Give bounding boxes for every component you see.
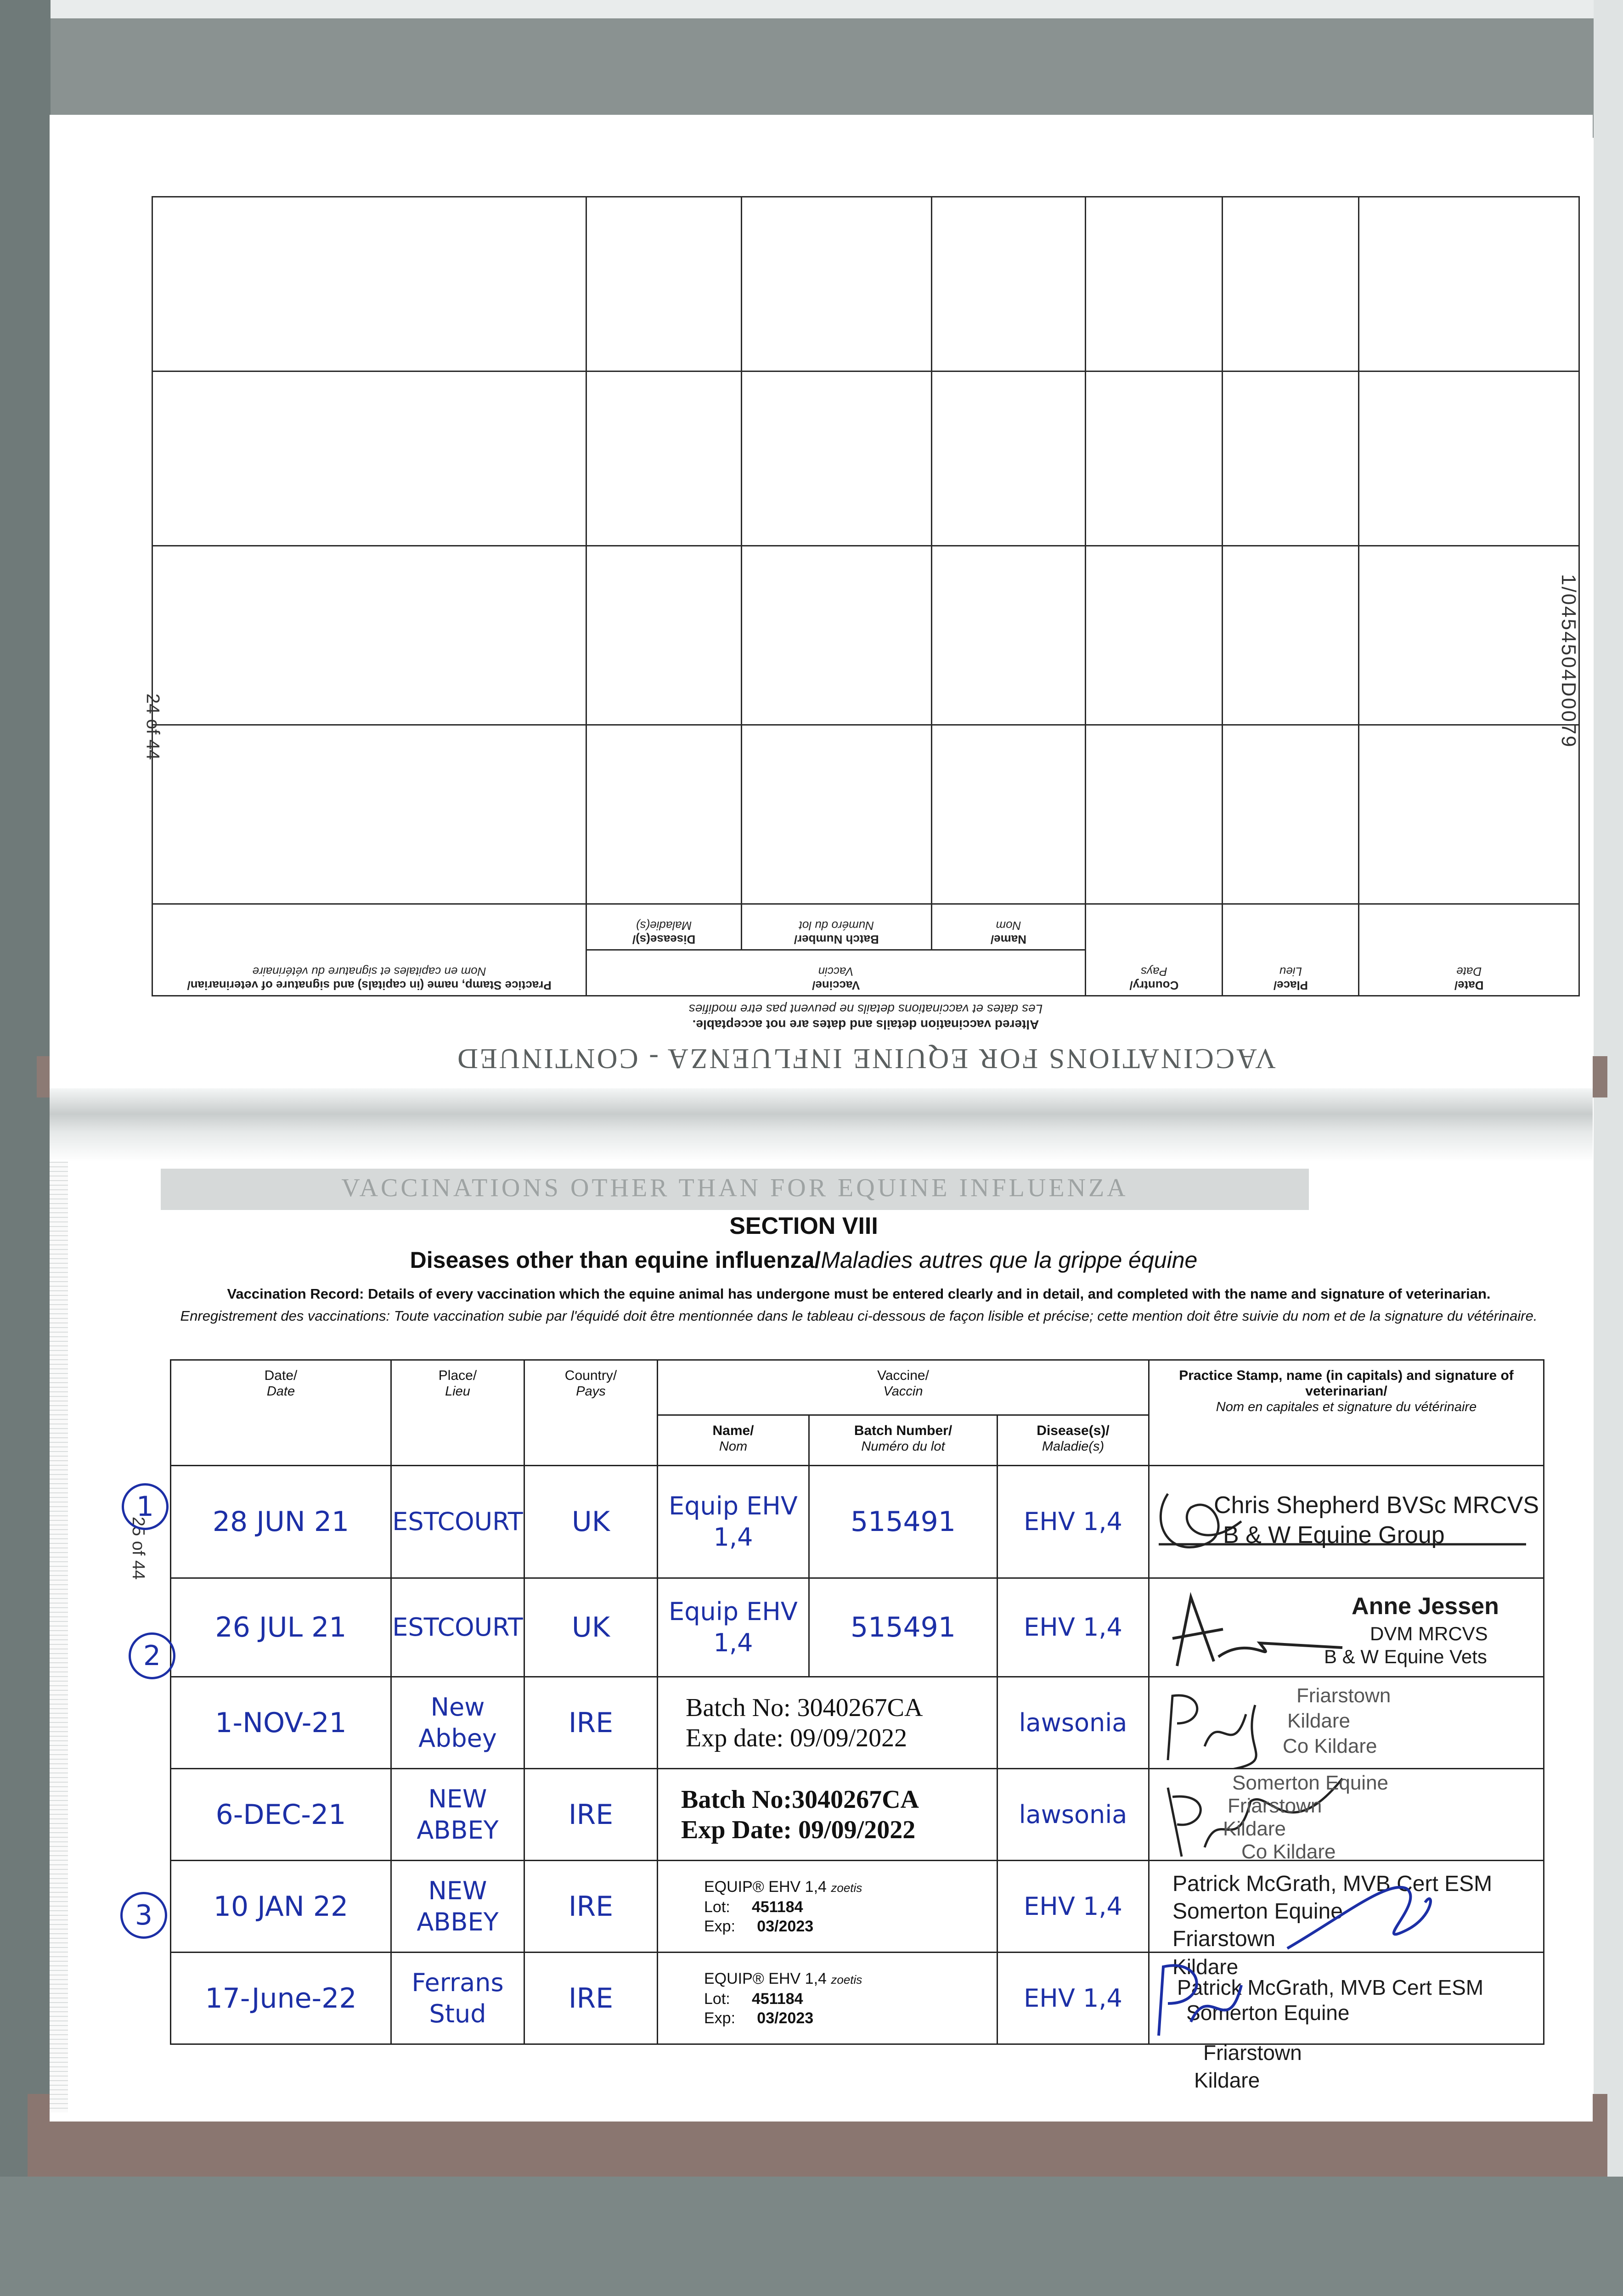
product-lot: Lot: 451184 bbox=[704, 1898, 803, 1916]
col-header-country: Country/ Pays bbox=[524, 1360, 658, 1466]
vaccination-record-table bbox=[170, 1359, 1544, 2045]
col-header-name: Name/ Nom bbox=[658, 1415, 809, 1466]
page-fold bbox=[50, 1088, 1593, 1162]
batch-label-line-2: Exp Date: 09/09/2022 bbox=[681, 1815, 916, 1844]
cell-practice-stamp bbox=[1149, 1953, 1544, 2044]
col-header-place: Place/ Lieu bbox=[391, 1360, 524, 1466]
upper-col-name: Name/ Nom bbox=[931, 904, 1086, 950]
cell-batch: 515491 bbox=[809, 1466, 997, 1578]
cell-disease: lawsonia bbox=[997, 1769, 1149, 1861]
cell-disease: EHV 1,4 bbox=[997, 1466, 1149, 1578]
product-exp: Exp: 03/2023 bbox=[704, 2009, 814, 2027]
cell-batch: 515491 bbox=[809, 1578, 997, 1677]
cell-practice-stamp bbox=[1149, 1769, 1544, 1861]
page-number-24: 24 of 44 bbox=[142, 693, 163, 760]
table-row bbox=[171, 1578, 1544, 1677]
vet-signature bbox=[1150, 1861, 1544, 1953]
upper-empty-row bbox=[152, 197, 1579, 371]
cell-country: IRE bbox=[524, 1953, 658, 2044]
stamp-line-1: Chris Shepherd BVSc MRCVS bbox=[1214, 1492, 1539, 1519]
cell-vaccine-name: Equip EHV 1,4 bbox=[658, 1466, 809, 1578]
stamp-overflow-line-1: Friarstown bbox=[1203, 2041, 1302, 2065]
stamp-line-3: Somerton Equine bbox=[1186, 2001, 1350, 2025]
stamp-overflow-line-2: Kildare bbox=[1194, 2068, 1260, 2092]
altered-note bbox=[152, 1001, 1580, 1032]
row-marker-2: 2 bbox=[129, 1632, 175, 1679]
cell-place: Ferrans Stud bbox=[391, 1953, 524, 2044]
stamp-line-2: Friarstown bbox=[1228, 1795, 1322, 1817]
stamp-line-3: B & W Equine Vets bbox=[1324, 1646, 1487, 1667]
stamp-line-2: DVM MRCVS bbox=[1370, 1623, 1488, 1644]
table-row bbox=[171, 1769, 1544, 1861]
batch-label-line-2: Exp date: 09/09/2022 bbox=[686, 1723, 907, 1752]
row-marker-1: 1 bbox=[122, 1483, 169, 1530]
upper-col-batch: Batch Number/ Numéro du lot bbox=[741, 904, 931, 950]
upper-col-disease: Disease(s)/ Maladie(s) bbox=[586, 904, 742, 950]
cell-practice-stamp bbox=[1149, 1578, 1544, 1677]
stamp-line-3: Kildare bbox=[1223, 1818, 1286, 1840]
table-row bbox=[171, 1677, 1544, 1769]
stamp-line-4: Co Kildare bbox=[1241, 1840, 1336, 1861]
altered-note-fr: Les dates et vaccinations details ne peuvent pas etre modifies bbox=[688, 1002, 1043, 1016]
product-name: EQUIP® EHV 1,4 zoetis bbox=[704, 1970, 862, 1987]
upper-col-vaccine: Vaccine/ Vaccin bbox=[586, 950, 1086, 996]
stamp-line-3: Co Kildare bbox=[1283, 1735, 1377, 1757]
vet-signature bbox=[1150, 1953, 1544, 2044]
binder-cover-left bbox=[0, 0, 51, 2296]
col-header-batch: Batch Number/ Numéro du lot bbox=[809, 1415, 997, 1466]
cell-place: NEW ABBEY bbox=[391, 1769, 524, 1861]
table-row bbox=[171, 1953, 1544, 2044]
stamp-line-1: Kildare bbox=[1172, 1955, 1239, 1979]
passport-serial-number: 1/0454504D0079 bbox=[1557, 574, 1580, 748]
col-header-disease: Disease(s)/ Maladie(s) bbox=[997, 1415, 1149, 1466]
cell-practice-stamp bbox=[1149, 1861, 1544, 1953]
stamp-line-2: B & W Equine Group bbox=[1223, 1522, 1445, 1548]
upper-empty-row bbox=[152, 725, 1579, 904]
altered-note-en: Altered vaccination details and dates are not acceptable. bbox=[692, 1018, 1039, 1032]
cell-date: 6-DEC-21 bbox=[171, 1769, 391, 1861]
upper-page-header: VACCINATIONS FOR EQUINE INFLUENZA - CONTINUED bbox=[456, 1043, 1276, 1074]
cell-place: ESTCOURT bbox=[391, 1466, 524, 1578]
upper-vaccination-table bbox=[152, 196, 1580, 996]
upper-empty-row bbox=[152, 371, 1579, 546]
table-row bbox=[171, 1466, 1544, 1578]
cell-country: IRE bbox=[524, 1677, 658, 1769]
vaccination-record-instruction-en: Vaccination Record: Details of every vaccination which the equine animal has undergone must be entered clearly and in detail, and completed with the name and signature of veterinarian. bbox=[227, 1286, 1491, 1302]
stamp-line-3: Friarstown bbox=[1172, 1927, 1276, 1951]
col-header-practice: Practice Stamp, name (in capitals) and signature of veterinarian/ Nom en capitales et signature du vétérinaire bbox=[1149, 1360, 1544, 1466]
cell-country: UK bbox=[524, 1466, 658, 1578]
batch-label-line-1: Batch No: 3040267CA bbox=[686, 1693, 923, 1722]
cell-disease: EHV 1,4 bbox=[997, 1578, 1149, 1677]
cell-practice-stamp bbox=[1149, 1677, 1544, 1769]
stamp-line-2: Patrick McGrath, MVB Cert ESM bbox=[1177, 1975, 1484, 1999]
table-header-row bbox=[171, 1360, 1544, 1415]
product-exp: Exp: 03/2023 bbox=[704, 1917, 814, 1935]
cell-date: 26 JUL 21 bbox=[171, 1578, 391, 1677]
cell-place: ESTCOURT bbox=[391, 1578, 524, 1677]
cell-date: 17-June-22 bbox=[171, 1953, 391, 2044]
vaccination-record-instruction-fr: Enregistrement des vaccinations: Toute vaccination subie par l'équidé doit être mentionnée dans le tableau ci-dessous de façon lisible et précise; cette mention doit être suivie du nom et de la signature du vétérinaire. bbox=[180, 1308, 1538, 1324]
section-subtitle: Diseases other than equine influenza/Maladies autres que la grippe équine bbox=[410, 1247, 1198, 1273]
cell-vaccine-name: Equip EHV 1,4 bbox=[658, 1578, 809, 1677]
stamp-line-1: Anne Jessen bbox=[1352, 1593, 1499, 1620]
stamp-line-2: Somerton Equine bbox=[1172, 1899, 1343, 1924]
equine-influenza-table-rotated bbox=[152, 211, 1580, 1074]
upper-col-practice: Practice Stamp, name (in capitals) and signature of veterinarian/ Nom en capitales et signature du vétérinaire bbox=[152, 904, 586, 996]
page-stack-edge bbox=[50, 1102, 68, 2112]
cell-date: 10 JAN 22 bbox=[171, 1861, 391, 1953]
upper-col-date: Date/ Date bbox=[1359, 904, 1579, 996]
scan-border-right bbox=[1594, 0, 1623, 2296]
stamp-line-1: Friarstown bbox=[1296, 1684, 1391, 1707]
col-header-date: Date/ Date bbox=[171, 1360, 391, 1466]
cell-place: New Abbey bbox=[391, 1677, 524, 1769]
cell-date: 1-NOV-21 bbox=[171, 1677, 391, 1769]
cell-place: NEW ABBEY bbox=[391, 1861, 524, 1953]
batch-label-line-1: Batch No:3040267CA bbox=[681, 1785, 919, 1814]
stamp-line-1: Somerton Equine bbox=[1232, 1772, 1389, 1794]
cell-date: 28 JUN 21 bbox=[171, 1466, 391, 1578]
cell-disease: EHV 1,4 bbox=[997, 1861, 1149, 1953]
row-marker-3: 3 bbox=[120, 1892, 167, 1939]
cell-practice-stamp bbox=[1149, 1466, 1544, 1578]
faint-header-text: VACCINATIONS OTHER THAN FOR EQUINE INFLUENZA bbox=[341, 1174, 1128, 1202]
section-title: SECTION VIII bbox=[729, 1213, 878, 1239]
cell-product-label bbox=[658, 1953, 997, 2044]
cell-country: UK bbox=[524, 1578, 658, 1677]
cell-product-label bbox=[658, 1861, 997, 1953]
stamp-line-2: Kildare bbox=[1287, 1710, 1350, 1732]
upper-col-country: Country/ Pays bbox=[1086, 904, 1223, 996]
cell-disease: lawsonia bbox=[997, 1677, 1149, 1769]
cell-country: IRE bbox=[524, 1861, 658, 1953]
product-lot: Lot: 451184 bbox=[704, 1990, 803, 2008]
cell-country: IRE bbox=[524, 1769, 658, 1861]
product-name: EQUIP® EHV 1,4 zoetis bbox=[704, 1878, 862, 1896]
upper-empty-row bbox=[152, 546, 1579, 725]
stamp-line-1: Patrick McGrath, MVB Cert ESM bbox=[1172, 1872, 1493, 1896]
cell-disease: EHV 1,4 bbox=[997, 1953, 1149, 2044]
cell-batch-label bbox=[658, 1769, 997, 1861]
upper-col-place: Place/ Lieu bbox=[1223, 904, 1359, 996]
col-header-vaccine: Vaccine/ Vaccin bbox=[658, 1360, 1149, 1415]
cell-batch-label bbox=[658, 1677, 997, 1769]
binder-base bbox=[0, 2177, 1623, 2296]
page-number-25: 25 of 44 bbox=[129, 1516, 148, 1580]
table-row bbox=[171, 1861, 1544, 1953]
